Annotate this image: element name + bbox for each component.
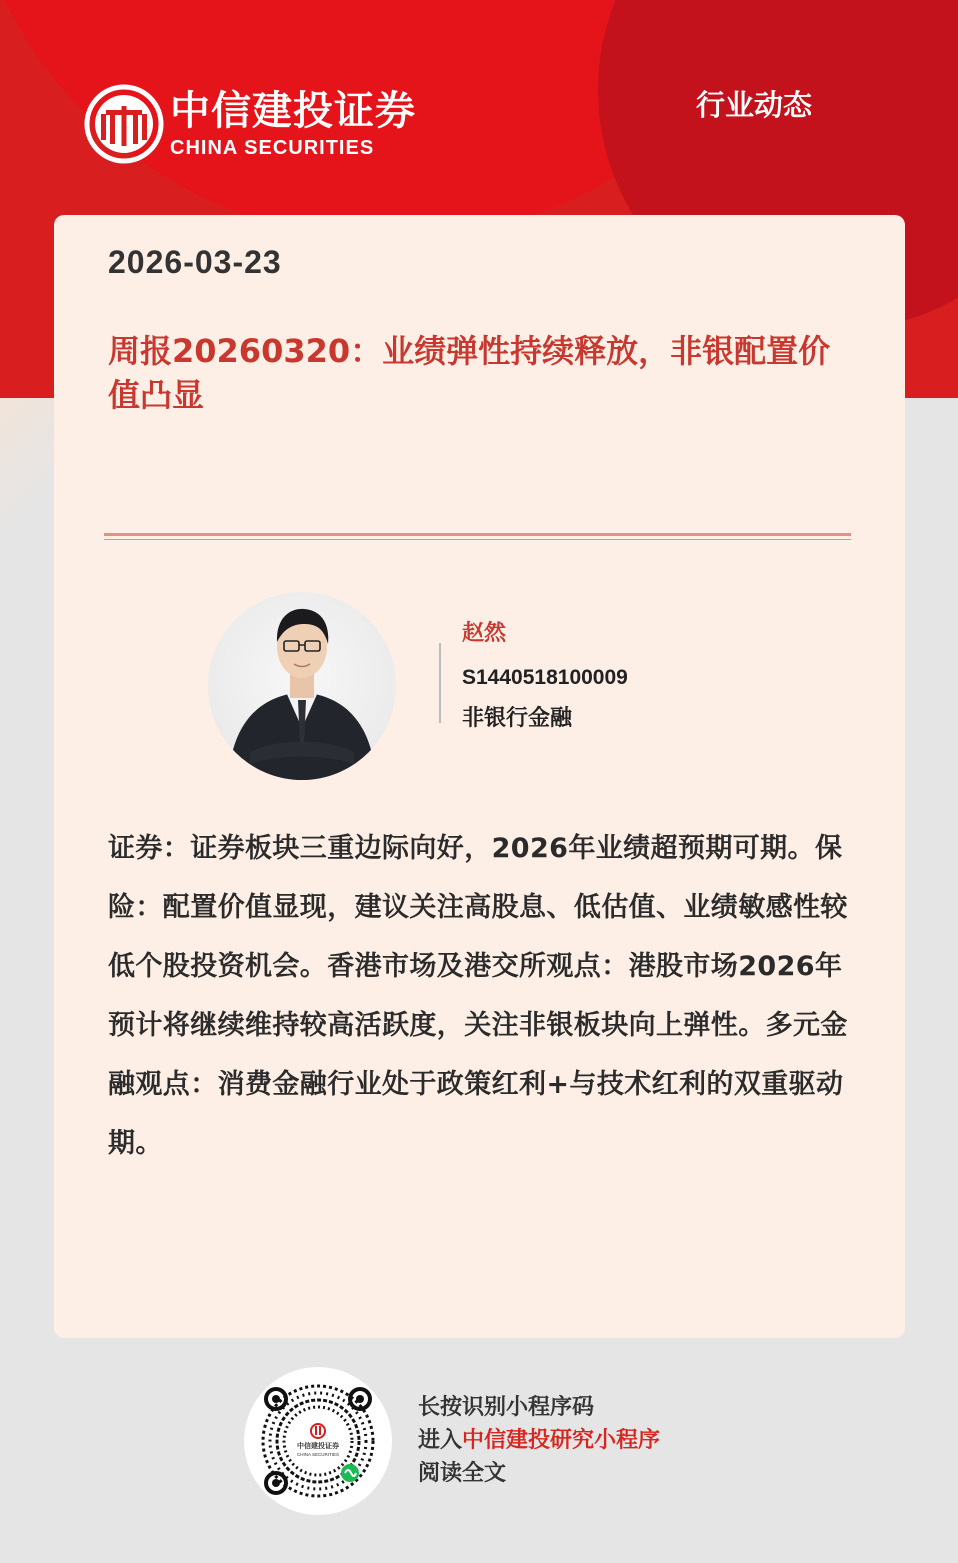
author-department: 非银行金融 xyxy=(462,706,573,731)
report-card xyxy=(54,215,905,1338)
qr-instruction-prefix: 进入 xyxy=(418,1427,463,1453)
author-divider xyxy=(439,643,441,723)
author-avatar xyxy=(208,592,396,780)
author-license-id: S1440518100009 xyxy=(462,666,628,689)
decor-wedge xyxy=(0,398,60,538)
citic-logo-icon xyxy=(84,84,164,164)
author-name: 赵然 xyxy=(462,621,507,646)
qr-instruction-line2 xyxy=(418,1425,660,1455)
brand-logo xyxy=(84,84,424,164)
report-title: 周报20260320：业绩弹性持续释放，非银配置价值凸显 xyxy=(108,332,831,414)
mini-program-qr-code[interactable] xyxy=(244,1367,392,1515)
brand-name-cn: 中信建投证券 xyxy=(170,87,416,134)
category-tag: 行业动态 xyxy=(696,88,813,122)
qr-code-icon xyxy=(244,1367,392,1515)
report-summary: 证券：证券板块三重边际向好，2026年业绩超预期可期。保险：配置价值显现，建议关注高股息、低估值、业绩敏感性较低个股投资机会。香港市场及港交所观点：港股市场2026年预计将继续维持较高活跃度，关注非银板块向上弹性。多元金融观点：消费金融行业处于政策红利+与技术红利的双重驱动期。 xyxy=(108,833,848,1159)
divider xyxy=(104,539,851,540)
mini-program-name: 中信建投研究小程序 xyxy=(462,1427,661,1453)
brand-name-en: CHINA SECURITIES xyxy=(170,137,375,159)
qr-center-label: 中信建投证券 xyxy=(297,1441,339,1450)
qr-center-sublabel: CHINA SECURITIES xyxy=(296,1452,340,1457)
qr-instruction-line3: 阅读全文 xyxy=(418,1460,507,1486)
divider xyxy=(104,533,851,536)
person-portrait-icon xyxy=(208,592,396,780)
report-date: 2026-03-23 xyxy=(108,244,282,280)
qr-instruction-line1: 长按识别小程序码 xyxy=(418,1394,595,1420)
